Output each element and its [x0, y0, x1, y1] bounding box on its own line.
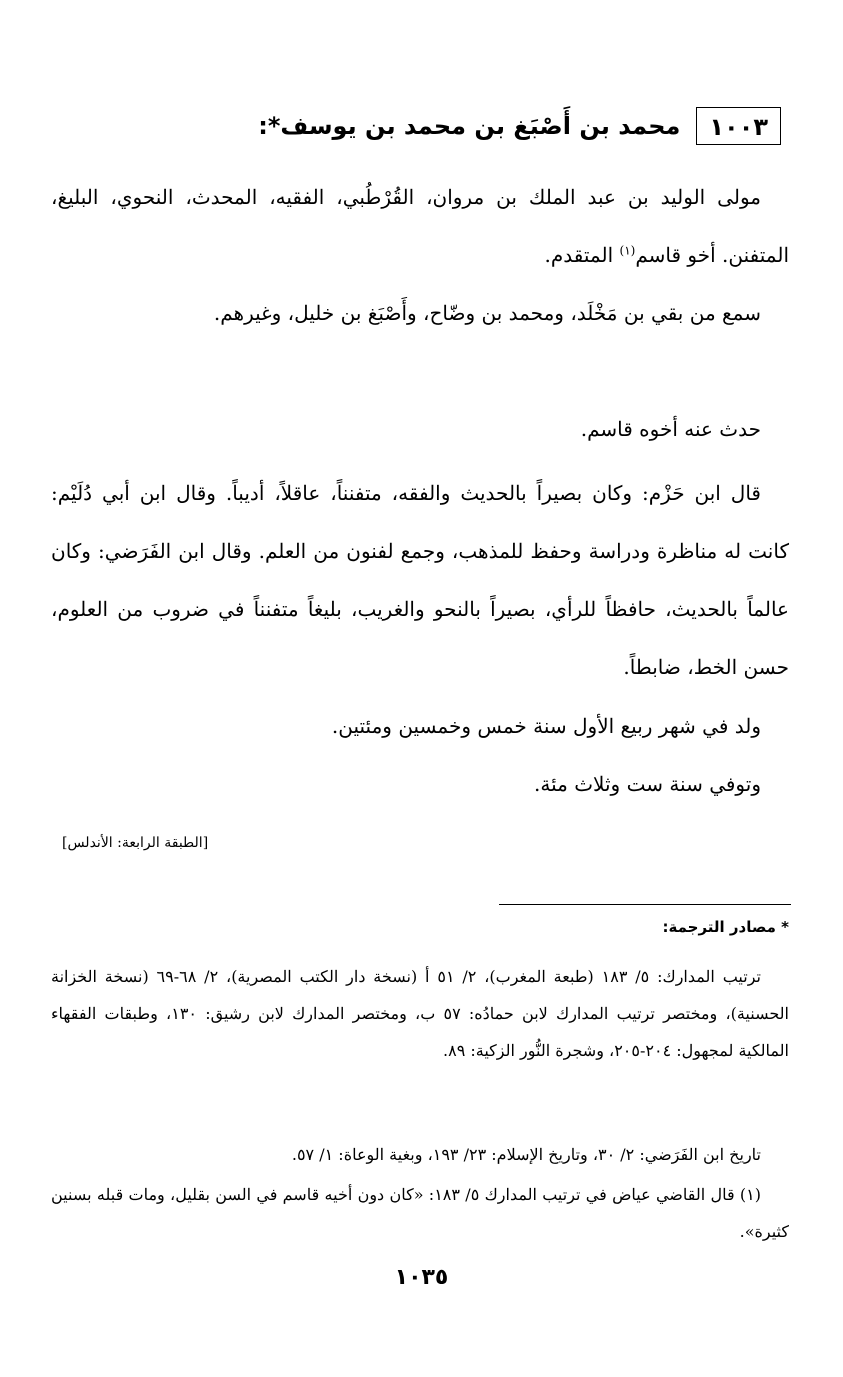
- entry-number: ١٠٠٣: [696, 107, 781, 145]
- sources-list-secondary: [51, 1136, 789, 1173]
- sources-text-2: تاريخ ابن الفَرَضي: ٢/ ٣٠، وتاريخ الإسلام: ٢٣/ ١٩٣، وبغية الوعاة: ١/ ٥٧.: [291, 1145, 761, 1164]
- opinions-text: قال ابن حَزْم: وكان بصيراً بالحديث والفقه، متفنناً، عاقلاً، أديباً. وقال ابن أبي دُلَيْم: كانت له مناظرة ودراسة وحفظ للمذهب، وجمع لفنون من العلم. وقال ابن الفَرَضي: وكان عالماً بالحديث، حافظاً للرأي، بصيراً بالنحو والغريب، بليغاً متفنناً في ضروب من العلوم، حسن الخط، ضابطاً.: [51, 481, 789, 679]
- paragraph-birth: [51, 697, 789, 755]
- students-text: حدث عنه أخوه قاسم.: [580, 417, 761, 441]
- paragraph-opinions: [51, 464, 789, 696]
- footnote-divider: [499, 904, 791, 905]
- entry-title: محمد بن أَصْبَغ بن محمد بن يوسف*:: [258, 112, 681, 140]
- death-text: وتوفي سنة ست وثلاث مئة.: [534, 772, 761, 796]
- paragraph-students: [51, 400, 789, 458]
- paragraph-death: [51, 755, 789, 813]
- sources-heading: * مصادر الترجمة:: [662, 918, 789, 936]
- lineage-text: مولى الوليد بن عبد الملك بن مروان، القُرْطُبي، الفقيه، المحدث، النحوي، البليغ، المتفنن. أخو قاسم: [51, 185, 789, 267]
- paragraph-lineage: [51, 168, 789, 284]
- entry-heading: [61, 106, 781, 146]
- section-tag: [الطبقة الرابعة: الأندلس]: [62, 835, 209, 851]
- lineage-text-end: المتقدم.: [544, 243, 620, 267]
- sources-text-1: ترتيب المدارك: ٥/ ١٨٣ (طبعة المغرب)، ٢/ ٥١ أ (نسخة دار الكتب المصرية)، ٢/ ٦٨-٦٩ (نسخة الخزانة الحسنية)، ومختصر ترتيب المدارك لابن حمادُه: ٥٧ ب، ومختصر المدارك لابن رشيق: ١٣٠، وطبقات الفقهاء المالكية لمجهول: ٢٠٤-٢٠٥، وشجرة النُّور الزكية: ٨٩.: [51, 967, 790, 1060]
- teachers-text: سمع من بقي بن مَخْلَد، ومحمد بن وضّاح، وأَصْبَغ بن خليل، وغيرهم.: [213, 301, 761, 325]
- sources-list-primary: [51, 958, 789, 1069]
- paragraph-teachers: [51, 284, 789, 342]
- page-number: ١٠٣٥: [394, 1265, 449, 1290]
- footnote-1-text: (١) قال القاضي عياض في ترتيب المدارك ٥/ ١٨٣: «كان دون أخيه قاسم في السن بقليل، ومات قبله بسنين كثيرة».: [51, 1185, 789, 1241]
- birth-text: ولد في شهر ربيع الأول سنة خمس وخمسين ومئتين.: [331, 714, 761, 738]
- footnote-marker: (١): [619, 243, 636, 258]
- footnote-1: [51, 1176, 789, 1250]
